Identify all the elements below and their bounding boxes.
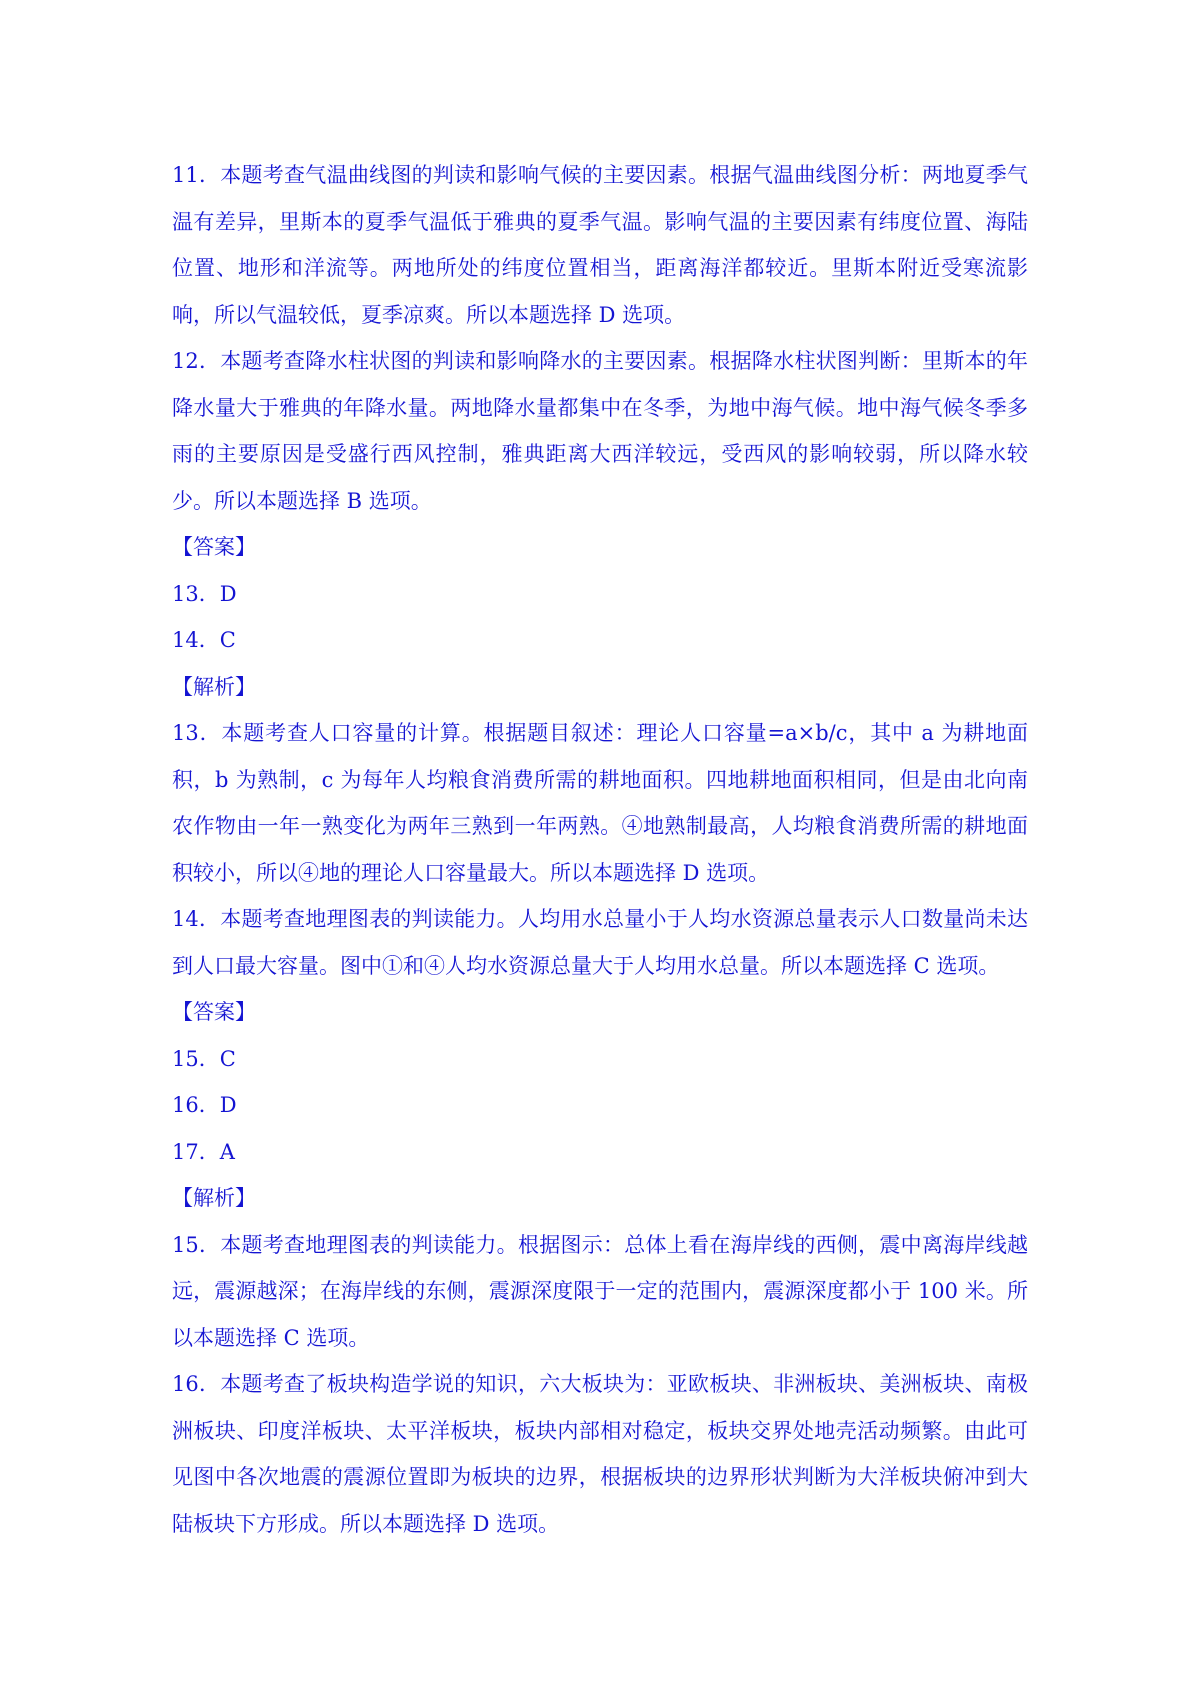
answer-q16: 16．D: [172, 1093, 237, 1117]
answer-q14: 14．C: [172, 628, 236, 652]
explanation-q16: 16．本题考查了板块构造学说的知识，六大板块为：亚欧板块、非洲板块、美洲板块、南极洲板块、印度洋板块、太平洋板块，板块内部相对稳定，板块交界处地壳活动频繁。由此可见图中各次地震的震源位置即为板块的边界，根据板块的边界形状判断为大洋板块俯冲到大陆板块下方形成。所以本题选择 D 选项。: [172, 1372, 1028, 1536]
answer-q15: 15．C: [172, 1046, 236, 1071]
answer-heading: 【答案】: [172, 1000, 256, 1024]
explanation-q13: 13．本题考查人口容量的计算。根据题目叙述：理论人口容量=a×b/c，其中 a 为耕地面积，b 为熟制，c 为每年人均粮食消费所需的耕地面积。四地耕地面积相同，但是由北向南农作物由一年一熟变化为两年三熟到一年两熟。④地熟制最高，人均粮食消费所需的耕地面积较小，所以④地的理论人口容量最大。所以本题选择 D 选项。: [172, 721, 1028, 885]
answer-q17: 17．A: [172, 1139, 235, 1164]
analysis-heading: 【解析】: [172, 674, 256, 699]
explanation-q15: 15．本题考查地理图表的判读能力。根据图示：总体上看在海岸线的西侧，震中离海岸线越远，震源越深；在海岸线的东侧，震源深度限于一定的范围内，震源深度都小于 100 米。所以本题选择 C 选项。: [172, 1232, 1028, 1350]
answer-heading: 【答案】: [172, 535, 256, 559]
explanation-q11: 11．本题考查气温曲线图的判读和影响气候的主要因素。根据气温曲线图分析：两地夏季气温有差异，里斯本的夏季气温低于雅典的夏季气温。影响气温的主要因素有纬度位置、海陆位置、地形和洋流等。两地所处的纬度位置相当，距离海洋都较近。里斯本附近受寒流影响，所以气温较低，夏季凉爽。所以本题选择 D 选项。: [172, 163, 1028, 327]
explanation-q12: 12．本题考查降水柱状图的判读和影响降水的主要因素。根据降水柱状图判断：里斯本的年降水量大于雅典的年降水量。两地降水量都集中在冬季，为地中海气候。地中海气候冬季多雨的主要原因是受盛行西风控制，雅典距离大西洋较远，受西风的影响较弱，所以降水较少。所以本题选择 B 选项。: [172, 349, 1028, 513]
explanation-q14: 14．本题考查地理图表的判读能力。人均用水总量小于人均水资源总量表示人口数量尚未达到人口最大容量。图中①和④人均水资源总量大于人均用水总量。所以本题选择 C 选项。: [172, 907, 1028, 978]
analysis-heading: 【解析】: [172, 1186, 256, 1210]
answer-q13: 13．D: [172, 581, 237, 606]
